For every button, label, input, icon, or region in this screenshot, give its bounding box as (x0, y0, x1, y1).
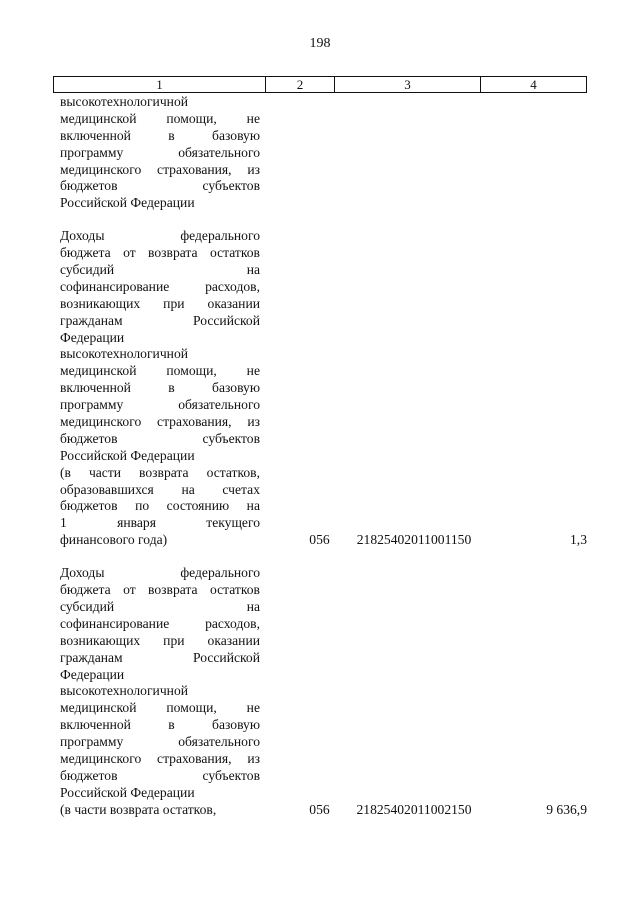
description-line: Доходы федерального (60, 228, 260, 244)
description-line: Федерации (60, 666, 125, 682)
description-line: образовавшихся на счетах (60, 481, 260, 497)
description-line: медицинской помощи, не (60, 700, 260, 716)
description-line: софинансирование расходов, (60, 615, 260, 631)
row-amount: 1,3 (570, 532, 587, 548)
description-line: Российской Федерации (60, 195, 195, 211)
row-amount: 9 636,9 (546, 801, 587, 817)
description-line: Федерации (60, 329, 125, 345)
description-line: Российской Федерации (60, 447, 195, 463)
description-line: медицинской помощи, не (60, 110, 260, 126)
description-line: включенной в базовую (60, 717, 260, 733)
description-line: возникающих при оказании (60, 632, 260, 648)
description-line: бюджета от возврата остатков (60, 245, 260, 261)
description-line: возникающих при оказании (60, 295, 260, 311)
description-line: (в части возврата остатков, (60, 801, 217, 817)
description-line: медицинского страхования, из (60, 750, 260, 766)
description-line: программу обязательного (60, 734, 260, 750)
row-kbk: 21825402011001150 (356, 532, 472, 548)
description-line: 1 января текущего (60, 515, 260, 531)
header-col-1: 1 (54, 77, 266, 92)
description-line: гражданам Российской (60, 649, 260, 665)
header-col-3: 3 (335, 77, 481, 92)
description-line: медицинского страхования, из (60, 161, 260, 177)
description-line: софинансирование расходов, (60, 278, 260, 294)
table-body (60, 94, 590, 819)
description-line: бюджетов субъектов (60, 178, 260, 194)
description-line: включенной в базовую (60, 127, 260, 143)
row-description (60, 228, 260, 549)
row-code: 056 (309, 801, 330, 817)
description-line: бюджетов по состоянию на (60, 498, 260, 514)
description-line: Российской Федерации (60, 784, 195, 800)
description-line: программу обязательного (60, 397, 260, 413)
description-line: медицинской помощи, не (60, 363, 260, 379)
description-line: бюджетов субъектов (60, 767, 260, 783)
description-line: высокотехнологичной (60, 346, 189, 362)
description-line: субсидий на (60, 598, 260, 614)
table-row (60, 565, 590, 818)
table-row (60, 228, 590, 549)
description-line: бюджетов субъектов (60, 430, 260, 446)
description-line: (в части возврата остатков, (60, 464, 260, 480)
description-line: высокотехнологичной (60, 683, 189, 699)
description-line: включенной в базовую (60, 380, 260, 396)
row-description (60, 565, 260, 818)
description-line: бюджета от возврата остатков (60, 582, 260, 598)
header-col-2: 2 (266, 77, 335, 92)
page-number: 198 (309, 36, 331, 51)
table-header (53, 76, 587, 93)
row-kbk: 21825402011002150 (356, 801, 472, 817)
row-code: 056 (309, 532, 330, 548)
description-line: гражданам Российской (60, 312, 260, 328)
description-line: медицинского страхования, из (60, 414, 260, 430)
table-row (60, 94, 590, 212)
description-line: Доходы федерального (60, 565, 260, 581)
description-line: субсидий на (60, 262, 260, 278)
description-line: высокотехнологичной (60, 94, 189, 109)
description-line: финансового года) (60, 532, 168, 548)
header-col-4: 4 (530, 77, 537, 92)
row-description (60, 94, 260, 212)
description-line: программу обязательного (60, 144, 260, 160)
